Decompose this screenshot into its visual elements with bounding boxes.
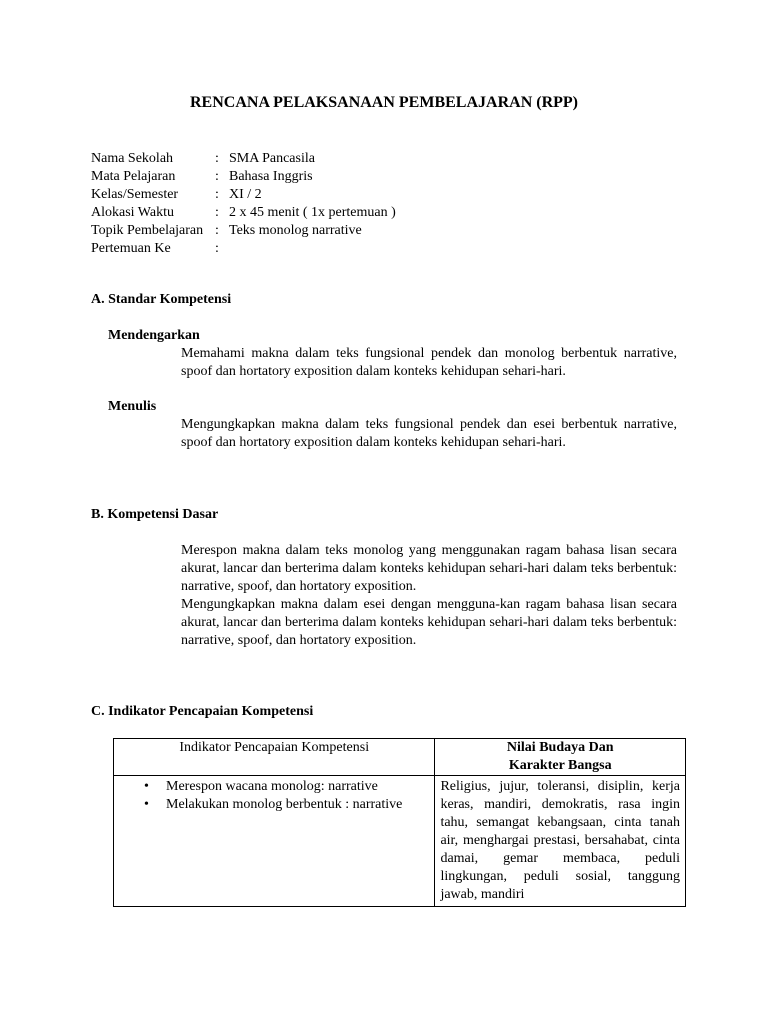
info-row-meeting (91, 240, 396, 258)
section-c-heading: C. Indikator Pencapaian Kompetensi (91, 704, 314, 719)
info-value: 2 x 45 menit ( 1x pertemuan ) (229, 205, 396, 220)
info-colon: : (215, 241, 219, 256)
info-row-time (91, 204, 396, 222)
basic-competence-1: Merespon makna dalam teks monolog yang menggunakan ragam bahasa lisan secara akurat, lancar dan berterima dalam konteks kehidupan sehari-hari dalam teks berbentuk: narrative, spoof, dan hortatory exposition. (181, 543, 677, 594)
info-value: Teks monolog narrative (229, 223, 362, 238)
info-row-class (91, 186, 396, 204)
indicator-list (114, 776, 434, 814)
table-header-indicators (114, 739, 435, 776)
info-colon: : (215, 187, 219, 202)
info-row-topic (91, 222, 396, 240)
basic-competence-2: Mengungkapkan makna dalam esei dengan mengguna-kan ragam bahasa lisan secara akurat, lancar dan berterima dalam konteks kehidupan sehari-hari dalam teks berbentuk: narrative, spoof, dan hortatory exposition. (181, 597, 677, 648)
info-label: Kelas/Semester (91, 187, 179, 202)
info-value (225, 240, 229, 258)
bullet-icon: • (144, 797, 149, 812)
indicator-text: Merespon wacana monolog: narrative (166, 779, 378, 794)
info-label: Nama Sekolah (91, 151, 174, 166)
info-colon: : (215, 169, 219, 184)
table-header-row (114, 739, 686, 776)
identity-block (91, 150, 396, 258)
bullet-icon: • (144, 779, 149, 794)
info-value: XI / 2 (229, 187, 262, 202)
table-header-values (435, 739, 686, 776)
writing-heading: Menulis (108, 399, 157, 414)
info-label: Mata Pelajaran (91, 169, 176, 184)
info-row-school (91, 150, 396, 168)
writing-text: Mengungkapkan makna dalam teks fungsional pendek dan esei berbentuk narrative, spoof dan hortatory exposition dalam konteks kehidupan sehari-hari. (181, 417, 677, 450)
list-item (142, 778, 434, 796)
indicator-table-wrapper (113, 738, 686, 907)
info-row-subject (91, 168, 396, 186)
info-label: Topik Pembelajaran (91, 223, 204, 238)
table-row (114, 776, 686, 907)
section-a-heading: A. Standar Kompetensi (91, 292, 232, 307)
indicators-cell (114, 776, 435, 907)
list-item (142, 796, 434, 814)
header-values-line2: Karakter Bangsa (508, 758, 612, 773)
listening-text: Memahami makna dalam teks fungsional pendek dan monolog berbentuk narrative, spoof dan hortatory exposition dalam konteks kehidupan sehari-hari. (181, 346, 677, 379)
indicator-text: Melakukan monolog berbentuk : narrative (166, 797, 403, 812)
document-title: RENCANA PELAKSANAAN PEMBELAJARAN (RPP) (190, 94, 578, 111)
info-colon: : (215, 223, 219, 238)
info-value: Bahasa Inggris (229, 169, 313, 184)
header-indicators-text: Indikator Pencapaian Kompetensi (179, 740, 370, 755)
section-b-heading: B. Kompetensi Dasar (91, 507, 219, 522)
listening-heading: Mendengarkan (108, 328, 200, 343)
header-values-line1: Nilai Budaya Dan (506, 740, 614, 755)
info-colon: : (215, 151, 219, 166)
indicator-table (113, 738, 686, 907)
info-colon: : (215, 205, 219, 220)
info-value: SMA Pancasila (229, 151, 315, 166)
info-label: Alokasi Waktu (91, 205, 174, 220)
character-values-text: Religius, jujur, toleransi, disiplin, kerja keras, mandiri, demokratis, rasa ingin tahu, semangat kebangsaan, cinta tanah air, menghargai prestasi, bersahabat, cinta damai, gemar membaca, peduli lingkungan, peduli sosial, tanggung jawab, mandiri (440, 779, 680, 902)
info-label: Pertemuan Ke (91, 241, 171, 256)
values-cell (435, 776, 686, 907)
